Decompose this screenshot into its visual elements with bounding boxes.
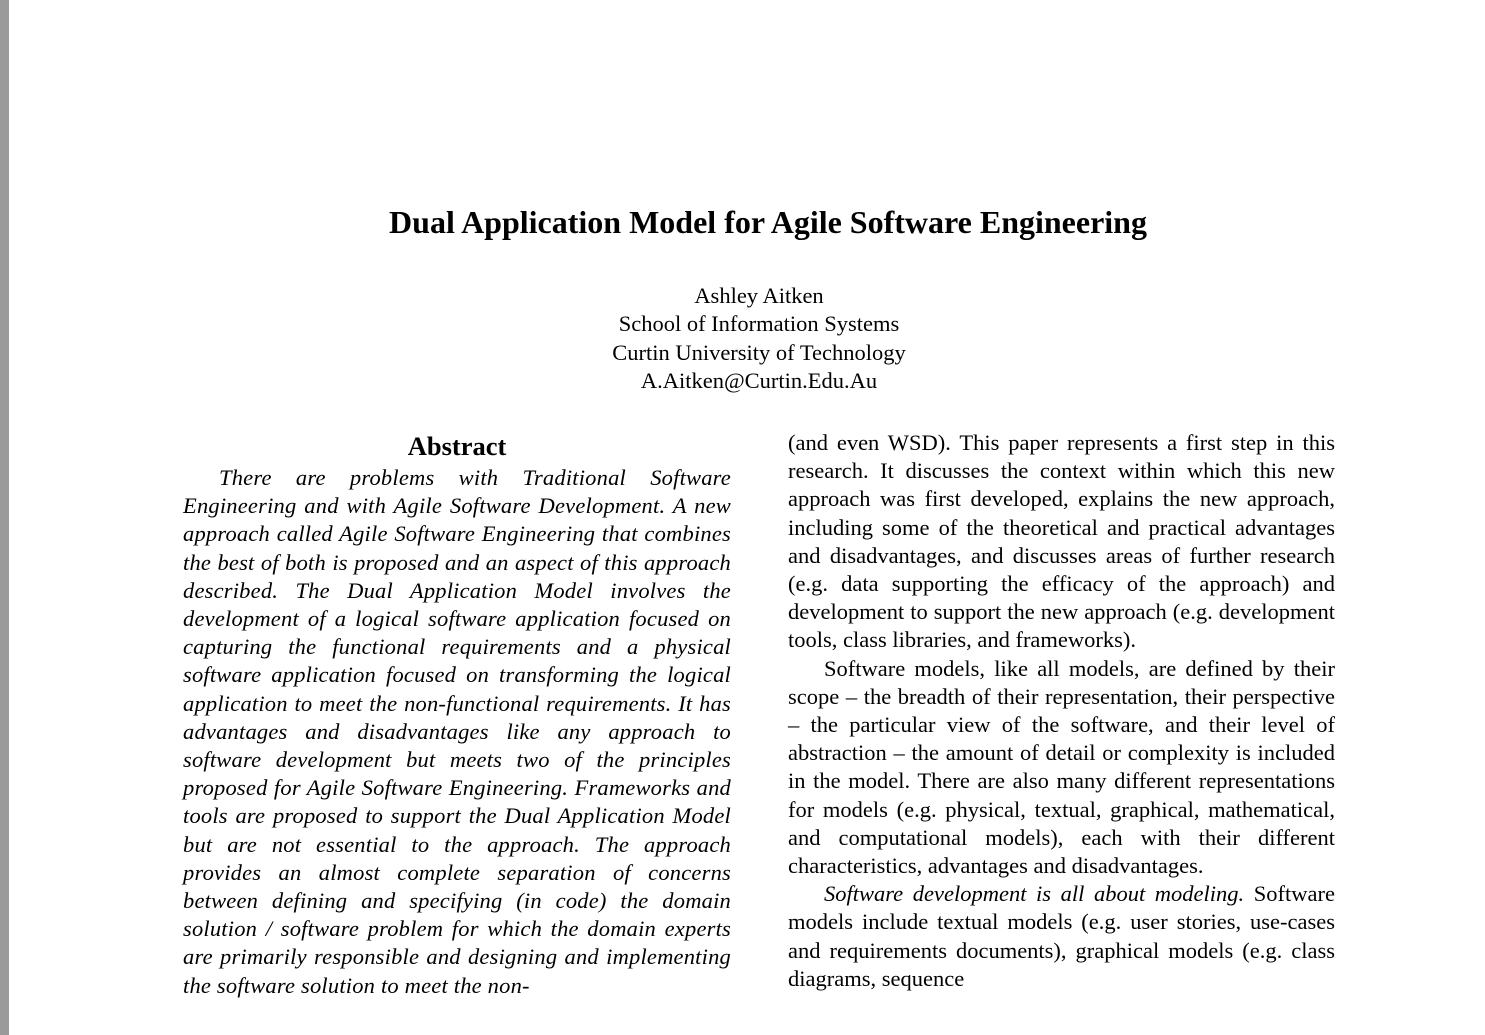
paper-title: Dual Application Model for Agile Software Engineering xyxy=(389,204,1147,240)
document-page xyxy=(9,0,1485,1035)
body-paragraph-2: Software models, like all models, are defined by their scope – the breadth of their representation, their perspective – the particular view of the software, and their level of abstraction – the amount of detail or complexity is included in the model. There are also many different representations for models (e.g. physical, textual, graphical, mathematical, and computational models), each with their different characteristics, advantages and disadvantages. xyxy=(788,655,1335,879)
author-name: Ashley Aitken xyxy=(694,283,824,308)
author-institution: Curtin University of Technology xyxy=(612,339,906,365)
viewer-left-edge xyxy=(0,0,9,1035)
body-paragraph-3-emphasis: Software development is all about modeling. xyxy=(824,881,1245,907)
body-paragraph-3 xyxy=(788,880,1335,993)
author-block xyxy=(9,282,1485,395)
body-paragraph-3-rest: Software models include textual models (e.g. user stories, use-cases and requirements documents), graphical models (e.g. class diagrams, sequence xyxy=(788,881,1335,991)
left-column xyxy=(183,428,731,1000)
body-paragraph-1: (and even WSD). This paper represents a first step in this research. It discusses the context within which this new approach was first developed, explains the new approach, including some of the theoretical and practical advantages and disadvantages, and discusses areas of further research (e.g. data supporting the efficacy of the approach) and development to support the new approach (e.g. development tools, class libraries, and frameworks). xyxy=(788,430,1335,653)
author-email: A.Aitken@Curtin.Edu.Au xyxy=(640,367,878,393)
author-department: School of Information Systems xyxy=(618,311,900,337)
abstract-text: There are problems with Traditional Software Engineering and with Agile Software Development. A new approach called Agile Software Engineering that combines the best of both is proposed and an aspect of this approach described. The Dual Application Model involves the development of a logical software application focused on capturing the functional requirements and a physical software application focused on transforming the logical application to meet the non-functional requirements. It has advantages and disadvantages like any approach to software development but meets two of the principles proposed for Agile Software Engineering. Frameworks and tools are proposed to support the Dual Application Model but are not essential to the approach. The approach provides an almost complete separation of concerns between defining and specifying (in code) the domain solution / software problem for which the domain experts are primarily responsible and designing and implementing the software solution to meet the non- xyxy=(183,465,731,998)
abstract-heading: Abstract xyxy=(407,431,507,461)
right-column xyxy=(788,429,1335,993)
